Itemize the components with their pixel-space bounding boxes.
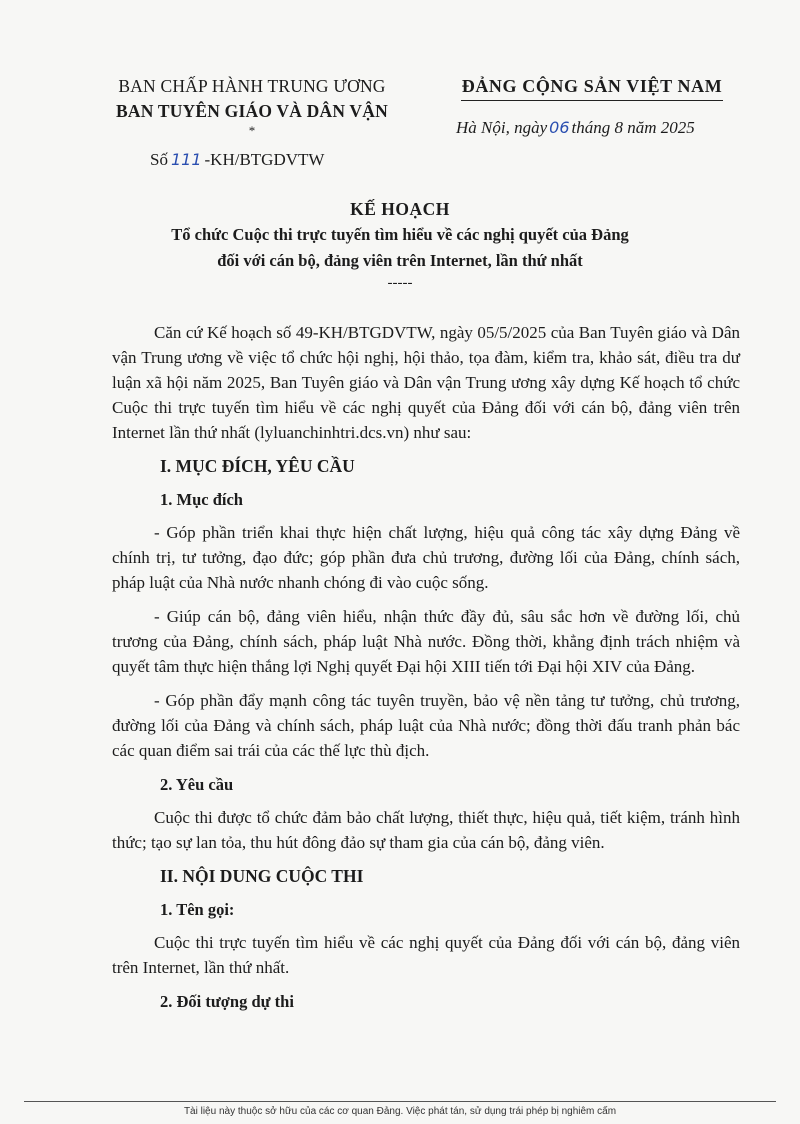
intro-paragraph: Căn cứ Kế hoạch số 49-KH/BTGDVTW, ngày 05/5/2025 của Ban Tuyên giáo và Dân vận Trung ương về việc tổ chức hội nghị, hội thảo, tọa đàm, kiểm tra, khảo sát, điều tra dư luận xã hội năm 2025, Ban Tuyên giáo và Dân vận Trung ương xây dựng Kế hoạch tổ chức Cuộc thi trực tuyến tìm hiểu về các nghị quyết của Đảng đối với cán bộ, đảng viên trên Internet lần thứ nhất (lyluanchinhtri.dcs.vn) như sau: (112, 323, 740, 442)
title-line-2: đối với cán bộ, đảng viên trên Internet, lần thứ nhất (217, 251, 583, 270)
doc-number-prefix: Số (150, 150, 168, 169)
document-title (60, 196, 740, 292)
section-2-sub-2-heading: 2. Đối tượng dự thi (160, 992, 294, 1011)
purpose-paragraph-1: - Góp phần triển khai thực hiện chất lượng, hiệu quả công tác xây dựng Đảng về chính trị, tư tưởng, đạo đức; góp phần đưa chủ trương, đường lối của Đảng, chính sách, pháp luật của Nhà nước nhanh chóng đi vào cuộc sống. (112, 523, 740, 592)
party-header (446, 74, 738, 101)
agency-parent: BAN CHẤP HÀNH TRUNG ƯƠNG (118, 76, 386, 96)
footer-notice: Tài liệu này thuộc sở hữu của các cơ quan Đảng. Việc phát tán, sử dụng trái phép bị nghiêm cấm (183, 1106, 617, 1117)
purpose-paragraph-3: - Góp phần đẩy mạnh công tác tuyên truyền, bảo vệ nền tảng tư tưởng, chủ trương, đường lối của Đảng và chính sách, pháp luật của Nhà nước; đồng thời đấu tranh phản bác các quan điểm sai trái của các thế lực thù địch. (112, 691, 740, 760)
date-prefix: Hà Nội, ngày (456, 118, 548, 137)
issuing-agency (92, 74, 412, 138)
purpose-paragraph-2: - Giúp cán bộ, đảng viên hiểu, nhận thức đầy đủ, sâu sắc hơn về đường lối, chủ trương của Đảng, chính sách, pháp luật Nhà nước. Đồng thời, khẳng định trách nhiệm và quyết tâm thực hiện thắng lợi Nghị quyết Đại hội XIII tiến tới Đại hội XIV của Đảng. (112, 607, 740, 676)
section-1-sub-2-heading: 2. Yêu cầu (160, 775, 234, 794)
section-1-heading: I. MỤC ĐÍCH, YÊU CẦU (160, 456, 355, 476)
footer-divider (24, 1101, 776, 1102)
title-line-1: Tổ chức Cuộc thi trực tuyến tìm hiểu về các nghị quyết của Đảng (171, 225, 629, 244)
section-2-sub-1-heading: 1. Tên gọi: (160, 900, 235, 919)
party-name: ĐẢNG CỘNG SẢN VIỆT NAM (461, 76, 723, 96)
doc-number-suffix: -KH/BTGDVTW (204, 150, 325, 169)
title-main: KẾ HOẠCH (350, 199, 450, 219)
requirements-paragraph: Cuộc thi được tổ chức đảm bảo chất lượng, thiết thực, hiệu quả, tiết kiệm, tránh hình thức; tạo sự lan tỏa, thu hút đông đảo sự tham gia của cán bộ, đảng viên. (112, 808, 740, 852)
document-body (112, 320, 740, 1022)
date-suffix: tháng 8 năm 2025 (571, 118, 695, 137)
agency-name: BAN TUYÊN GIÁO VÀ DÂN VẬN (116, 101, 388, 121)
star-symbol: * (248, 123, 256, 138)
contest-name-paragraph: Cuộc thi trực tuyến tìm hiểu về các nghị quyết của Đảng đối với cán bộ, đảng viên trên Internet, lần thứ nhất. (112, 933, 740, 977)
date-day-handwritten: 06 (549, 118, 570, 137)
doc-number-handwritten: 111 (170, 150, 202, 169)
issue-date (456, 118, 695, 138)
party-underline (461, 100, 723, 101)
section-1-sub-1-heading: 1. Mục đích (160, 490, 243, 509)
document-number (150, 150, 324, 170)
section-2-heading: II. NỘI DUNG CUỘC THI (160, 866, 364, 886)
title-separator: ----- (387, 275, 413, 291)
